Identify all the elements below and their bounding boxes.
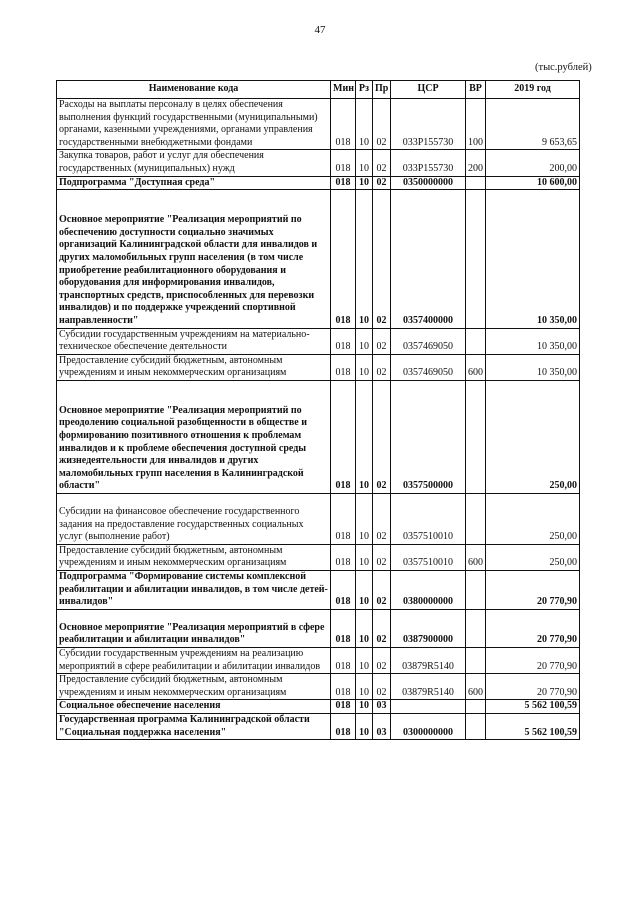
table-row-subprogram — [57, 176, 580, 190]
cell-pr: 02 — [373, 494, 391, 545]
cell-name: Субсидии государственным учреждениям на материально-техническое обеспечение деятельности — [57, 328, 331, 354]
cell-vr — [466, 700, 486, 714]
cell-amount: 9 653,65 — [486, 99, 580, 150]
cell-pr: 02 — [373, 176, 391, 190]
cell-rz: 10 — [356, 494, 373, 545]
header-pr: Пр — [373, 81, 391, 99]
page-number: 47 — [314, 24, 326, 36]
cell-amount: 10 350,00 — [486, 190, 580, 328]
cell-name: Основное мероприятие "Реализация мероприятий по преодолению социальной разобщенности в обществе и формированию позитивного отношения к проблемам инвалидов и к проблеме обеспечения доступной среды жизнедеятельности для инвалидов и других маломобильных групп населения в Калининградской области" — [57, 380, 331, 493]
cell-name: Субсидии на финансовое обеспечение государственного задания на предоставление государственных социальных услуг (выполнение работ) — [57, 494, 331, 545]
cell-rz: 10 — [356, 674, 373, 700]
table-row-subprogram — [57, 571, 580, 610]
cell-pr: 03 — [373, 700, 391, 714]
cell-rz: 10 — [356, 99, 373, 150]
cell-min: 018 — [331, 190, 356, 328]
header-rz: Рз — [356, 81, 373, 99]
cell-vr: 200 — [466, 150, 486, 176]
cell-name: Закупка товаров, работ и услуг для обеспечения государственных (муниципальных) нужд — [57, 150, 331, 176]
cell-name: Расходы на выплаты персоналу в целях обеспечения выполнения функций государственными (муниципальными) органами, казенными учреждениями, органами управления государственными внебюджетными фондами — [57, 99, 331, 150]
cell-min: 018 — [331, 150, 356, 176]
cell-vr: 100 — [466, 99, 486, 150]
cell-name: Социальное обеспечение населения — [57, 700, 331, 714]
table-row-main-activity — [57, 190, 580, 328]
cell-rz: 10 — [356, 544, 373, 570]
cell-vr: 600 — [466, 544, 486, 570]
cell-pr: 02 — [373, 328, 391, 354]
cell-name: Предоставление субсидий бюджетным, автономным учреждениям и иным некоммерческим организациям — [57, 544, 331, 570]
cell-pr: 02 — [373, 190, 391, 328]
cell-amount: 250,00 — [486, 544, 580, 570]
table-row — [57, 150, 580, 176]
cell-rz: 10 — [356, 354, 373, 380]
cell-rz: 10 — [356, 647, 373, 673]
header-name: Наименование кода — [57, 81, 331, 99]
cell-vr — [466, 609, 486, 647]
table-row-main-activity — [57, 380, 580, 493]
cell-pr: 02 — [373, 99, 391, 150]
cell-rz: 10 — [356, 380, 373, 493]
units-note: (тыс.рублей) — [535, 62, 592, 73]
cell-vr — [466, 328, 486, 354]
cell-min: 018 — [331, 354, 356, 380]
cell-rz: 10 — [356, 609, 373, 647]
cell-pr: 02 — [373, 647, 391, 673]
cell-min: 018 — [331, 674, 356, 700]
cell-min: 018 — [331, 713, 356, 739]
table-row — [57, 494, 580, 545]
cell-rz: 10 — [356, 700, 373, 714]
cell-min: 018 — [331, 99, 356, 150]
cell-vr — [466, 190, 486, 328]
cell-amount: 250,00 — [486, 494, 580, 545]
cell-amount: 20 770,90 — [486, 571, 580, 610]
table-row — [57, 99, 580, 150]
cell-amount: 5 562 100,59 — [486, 700, 580, 714]
cell-pr: 02 — [373, 609, 391, 647]
cell-vr: 600 — [466, 354, 486, 380]
cell-csr: 03879R5140 — [391, 674, 466, 700]
cell-vr — [466, 647, 486, 673]
cell-csr: 0357500000 — [391, 380, 466, 493]
cell-vr — [466, 713, 486, 739]
cell-amount: 10 600,00 — [486, 176, 580, 190]
cell-rz: 10 — [356, 150, 373, 176]
cell-amount: 20 770,90 — [486, 647, 580, 673]
cell-name: Предоставление субсидий бюджетным, автономным учреждениям и иным некоммерческим организациям — [57, 674, 331, 700]
cell-pr: 03 — [373, 713, 391, 739]
cell-vr — [466, 380, 486, 493]
cell-rz: 10 — [356, 328, 373, 354]
table-row — [57, 647, 580, 673]
cell-amount: 10 350,00 — [486, 328, 580, 354]
cell-vr — [466, 571, 486, 610]
cell-csr: 0357469050 — [391, 328, 466, 354]
table-row-program — [57, 713, 580, 739]
cell-name: Подпрограмма "Формирование системы комплексной реабилитации и абилитации инвалидов, в том числе детей-инвалидов" — [57, 571, 331, 610]
cell-csr: 0357400000 — [391, 190, 466, 328]
cell-name: Предоставление субсидий бюджетным, автономным учреждениям и иным некоммерческим организациям — [57, 354, 331, 380]
table-row — [57, 544, 580, 570]
table-row — [57, 354, 580, 380]
cell-name: Основное мероприятие "Реализация мероприятий по обеспечению доступности социально значимых организаций Калининградской области для инвалидов и других маломобильных групп населения (в том числе приобретение реабилитационного оборудования и оборудования для информирования инвалидов, транспортных средств, приспособленных для перевозки инвалидов) и по поддержке учреждений спортивной направленности" — [57, 190, 331, 328]
cell-csr: 0357510010 — [391, 544, 466, 570]
cell-amount: 250,00 — [486, 380, 580, 493]
table-header-row — [57, 81, 580, 99]
cell-csr: 033P155730 — [391, 150, 466, 176]
cell-min: 018 — [331, 544, 356, 570]
table-row — [57, 328, 580, 354]
cell-amount: 20 770,90 — [486, 609, 580, 647]
cell-vr — [466, 176, 486, 190]
cell-csr: 0300000000 — [391, 713, 466, 739]
cell-csr: 033P155730 — [391, 99, 466, 150]
cell-pr: 02 — [373, 354, 391, 380]
cell-min: 018 — [331, 700, 356, 714]
cell-name: Подпрограмма "Доступная среда" — [57, 176, 331, 190]
header-vr: ВР — [466, 81, 486, 99]
cell-pr: 02 — [373, 544, 391, 570]
cell-csr: 0387900000 — [391, 609, 466, 647]
cell-rz: 10 — [356, 713, 373, 739]
cell-name: Государственная программа Калининградской области "Социальная поддержка населения" — [57, 713, 331, 739]
cell-min: 018 — [331, 571, 356, 610]
cell-csr: 03879R5140 — [391, 647, 466, 673]
table-row-main-activity — [57, 609, 580, 647]
cell-min: 018 — [331, 494, 356, 545]
cell-min: 018 — [331, 609, 356, 647]
cell-amount: 20 770,90 — [486, 674, 580, 700]
cell-rz: 10 — [356, 571, 373, 610]
cell-amount: 10 350,00 — [486, 354, 580, 380]
cell-vr — [466, 494, 486, 545]
cell-pr: 02 — [373, 150, 391, 176]
cell-name: Основное мероприятие "Реализация мероприятий в сфере реабилитации и абилитации инвалидов" — [57, 609, 331, 647]
header-csr: ЦСР — [391, 81, 466, 99]
table-row-section — [57, 700, 580, 714]
cell-min: 018 — [331, 176, 356, 190]
header-min: Мин — [331, 81, 356, 99]
cell-csr: 0350000000 — [391, 176, 466, 190]
cell-amount: 200,00 — [486, 150, 580, 176]
cell-min: 018 — [331, 647, 356, 673]
table-row — [57, 674, 580, 700]
cell-amount: 5 562 100,59 — [486, 713, 580, 739]
cell-rz: 10 — [356, 176, 373, 190]
cell-pr: 02 — [373, 571, 391, 610]
cell-pr: 02 — [373, 380, 391, 493]
cell-csr — [391, 700, 466, 714]
cell-vr: 600 — [466, 674, 486, 700]
cell-rz: 10 — [356, 190, 373, 328]
cell-min: 018 — [331, 328, 356, 354]
cell-name: Субсидии государственным учреждениям на реализацию мероприятий в сфере реабилитации и абилитации инвалидов — [57, 647, 331, 673]
budget-table — [56, 80, 580, 740]
cell-min: 018 — [331, 380, 356, 493]
cell-csr: 0357469050 — [391, 354, 466, 380]
table-body — [57, 99, 580, 740]
cell-pr: 02 — [373, 674, 391, 700]
cell-csr: 0380000000 — [391, 571, 466, 610]
cell-csr: 0357510010 — [391, 494, 466, 545]
header-amount: 2019 год — [486, 81, 580, 99]
